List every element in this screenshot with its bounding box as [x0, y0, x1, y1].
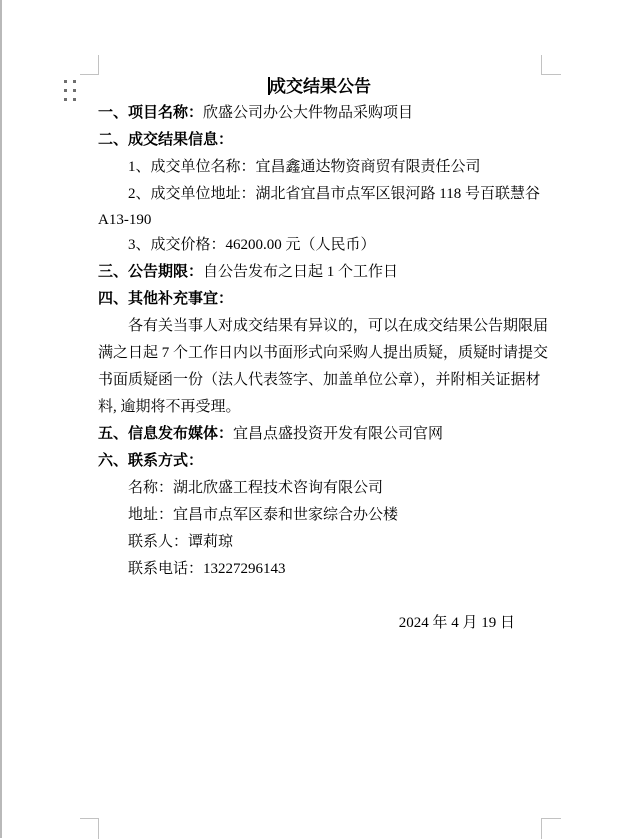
text-run: 3、成交价格：46200.00 元（人民币） — [128, 237, 376, 253]
drag-handle-dot — [64, 80, 67, 83]
text-run: 地址：宜昌市点军区泰和世家综合办公楼 — [128, 507, 399, 523]
margin-crop-mark-top-left — [80, 55, 99, 75]
bold-text-run: 一、项目名称： — [98, 105, 204, 121]
text-line — [98, 340, 549, 367]
text-line — [98, 421, 541, 448]
text-line — [98, 313, 549, 340]
text-run: 各有关当事人对成交结果有异议的，可以在成交结果公告期限届 — [128, 318, 549, 334]
text-run: 满之日起 7 个工作日内以书面形式向采购人提出质疑，质疑时请提交 — [98, 345, 549, 361]
text-run: 名称：湖北欣盛工程技术咨询有限公司 — [128, 480, 384, 496]
text-run: 联系人：谭莉琼 — [128, 534, 234, 550]
document-date: 2024 年 4 月 19 日 — [398, 615, 515, 631]
text-run: 宜昌点盛投资开发有限公司官网 — [233, 426, 444, 442]
bold-text-run: 三、公告期限： — [98, 264, 204, 280]
text-line — [98, 475, 541, 502]
text-line — [98, 208, 541, 232]
drag-handle-icon[interactable] — [64, 80, 76, 101]
date-line — [98, 610, 541, 637]
text-run: A13-190 — [98, 212, 152, 228]
bold-text-run: 五、信息发布媒体： — [98, 426, 234, 442]
document-title: 成交结果公告 — [269, 77, 371, 96]
text-line — [98, 232, 541, 259]
text-run: 联系电话：13227296143 — [128, 561, 286, 577]
text-line — [98, 394, 541, 421]
text-line — [98, 181, 541, 208]
text-line — [98, 154, 541, 181]
text-line — [98, 286, 541, 313]
bold-text-run: 二、成交结果信息： — [98, 132, 234, 148]
text-line — [98, 100, 541, 127]
text-line — [98, 556, 541, 583]
margin-crop-mark-bottom-left — [80, 818, 99, 839]
text-run: 书面质疑函一份（法人代表签字、加盖单位公章），并附相关证据材 — [98, 372, 541, 388]
text-run: 料, 逾期将不再受理。 — [98, 399, 241, 415]
text-line — [98, 367, 541, 394]
text-run: 2、成交单位地址：湖北省宜昌市点军区银河路 118 号百联慧谷 — [128, 186, 540, 202]
margin-crop-mark-top-right — [541, 55, 561, 75]
drag-handle-dot — [64, 98, 67, 101]
text-run: 1、成交单位名称：宜昌鑫通达物资商贸有限责任公司 — [128, 159, 481, 175]
text-run: 自公告发布之日起 1 个工作日 — [203, 264, 399, 280]
paragraph-lines — [98, 100, 549, 583]
text-line — [98, 529, 541, 556]
text-line — [98, 448, 541, 475]
drag-handle-dot — [73, 98, 76, 101]
drag-handle-dot — [73, 80, 76, 83]
text-line — [98, 259, 541, 286]
margin-crop-mark-bottom-right — [541, 818, 561, 839]
drag-handle-dot — [73, 89, 76, 92]
bold-text-run: 四、其他补充事宜： — [98, 291, 234, 307]
drag-handle-dot — [64, 89, 67, 92]
text-line — [98, 502, 541, 529]
text-run: 欣盛公司办公大件物品采购项目 — [203, 105, 414, 121]
bold-text-run: 六、联系方式： — [98, 453, 204, 469]
text-line — [98, 127, 541, 154]
document-body[interactable] — [98, 73, 549, 637]
title-line — [98, 73, 541, 100]
